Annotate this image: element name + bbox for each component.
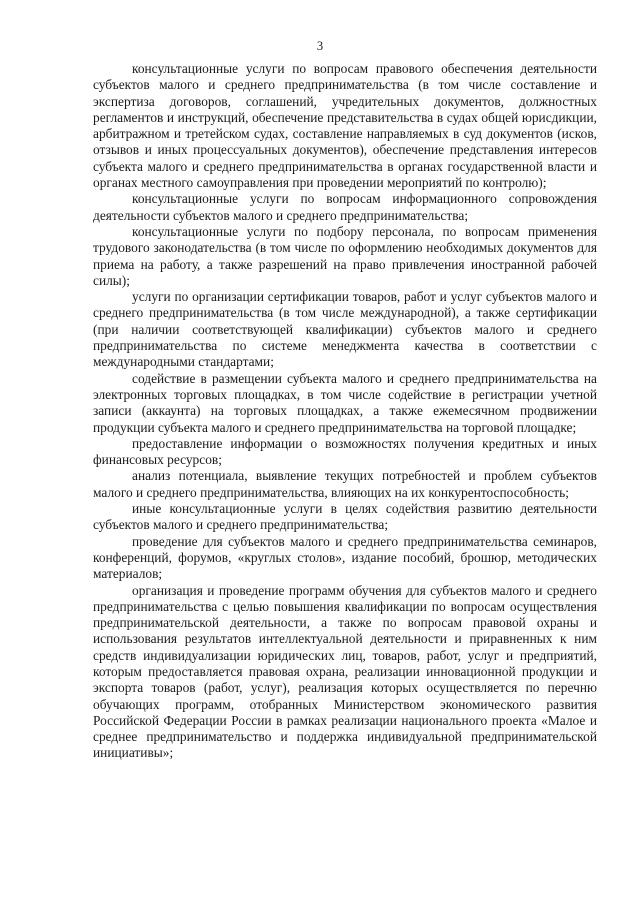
paragraph-other-consulting: иные консультационные услуги в целях содействия развитию деятельности субъектов малого и среднего предпринимательства; xyxy=(93,501,597,533)
paragraph-marketplaces: содействие в размещении субъекта малого и среднего предпринимательства на электронных торговых площадках, в том числе содействие в регистрации учетной записи (аккаунта) на торговых площадках, а также ежемесячном продвижении продукции субъекта малого и среднего предпринимательства на торговой площадке; xyxy=(93,370,597,435)
paragraph-information-support: консультационные услуги по вопросам информационного сопровождения деятельности субъектов малого и среднего предпринимательства; xyxy=(93,191,597,223)
page-number: 3 xyxy=(316,39,324,53)
paragraph-personnel-selection: консультационные услуги по подбору персонала, по вопросам применения трудового законодательства (в том числе по оформлению необходимых документов для приема на работу, а также разрешений на право привлечения иностранной рабочей силы); xyxy=(93,223,597,288)
paragraph-potential-analysis: анализ потенциала, выявление текущих потребностей и проблем субъектов малого и среднего предпринимательства, влияющих на их конкурентоспособность; xyxy=(93,468,597,500)
paragraph-certification: услуги по организации сертификации товаров, работ и услуг субъектов малого и среднего предпринимательства (в том числе международной), а также сертификации (при наличии соответствующей квалификации) субъектов малого и среднего предпринимательства по системе менеджмента качества в соответствии с международными стандартами; xyxy=(93,289,597,370)
document-body xyxy=(93,61,597,762)
paragraph-seminars: проведение для субъектов малого и среднего предпринимательства семинаров, конференций, форумов, «круглых столов», издание пособий, брошюр, методических материалов; xyxy=(93,533,597,582)
paragraph-legal-consulting: консультационные услуги по вопросам правового обеспечения деятельности субъектов малого и среднего предпринимательства (в том числе составление и экспертиза договоров, соглашений, учредительных документов, должностных регламентов и инструкций, обеспечение представительства в судах общей юрисдикции, арбитражном и третейском судах, составление направляемых в суд документов (исков, отзывов и иных процессуальных документов), обеспечение представления интересов субъекта малого и среднего предпринимательства в органах государственной власти и органах местного самоуправления при проведении мероприятий по контролю); xyxy=(93,61,597,191)
paragraph-financial-info: предоставление информации о возможностях получения кредитных и иных финансовых ресурсов; xyxy=(93,435,597,468)
paragraph-training-programs: организация и проведение программ обучения для субъектов малого и среднего предпринимательства с целью повышения квалификации по вопросам осуществления предпринимательской деятельности, а также по вопросам правовой охраны и использования результатов интеллектуальной деятельности и приравненных к ним средств индивидуализации юридических лиц, товаров, работ, услуг и предприятий, которым предоставляется правовая охрана, реализации инновационной продукции и экспорта товаров (работ, услуг), реализация которых осуществляется по перечню обучающих программ, отобранных Министерством экономического развития Российской Федерации России в рамках реализации национального проекта «Малое и среднее предпринимательство и поддержка индивидуальной предпринимательской инициативы»; xyxy=(93,582,597,761)
